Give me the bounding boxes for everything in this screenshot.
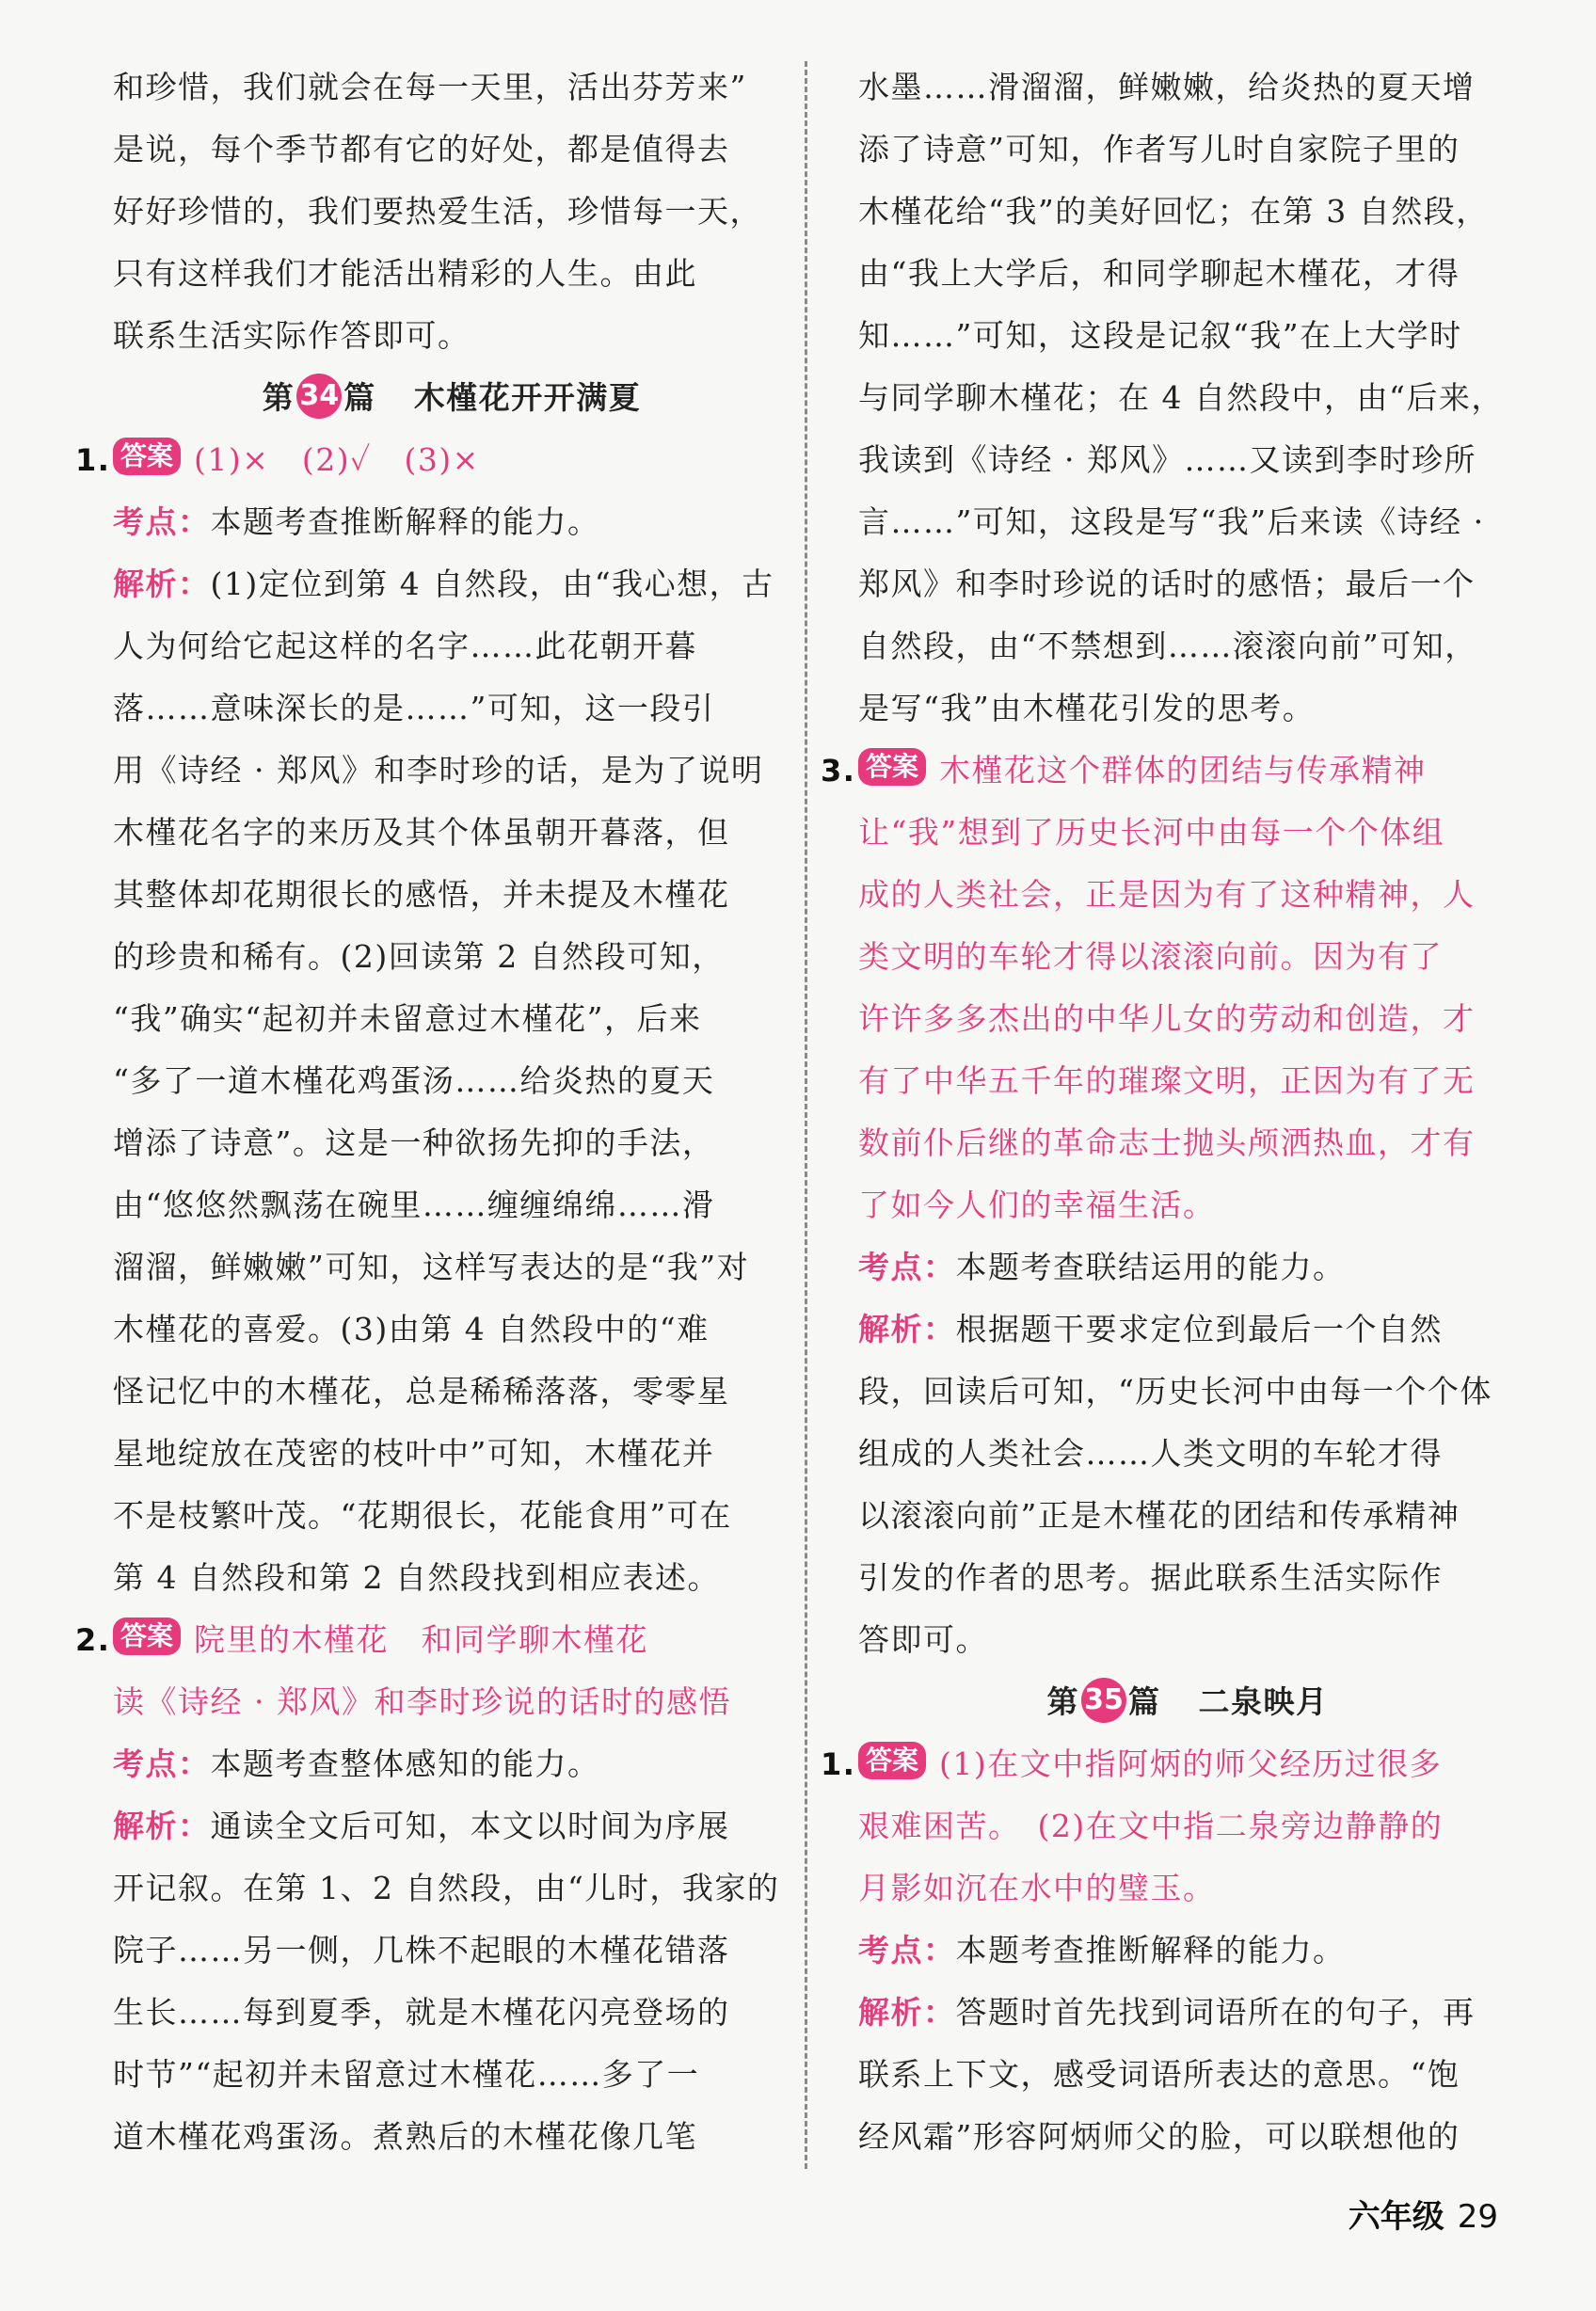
answer-text: 让“我”想到了历史长河中由每一个个体组 <box>858 814 1445 851</box>
jiexi-line <box>858 1982 1517 2044</box>
text-line: 我读到《诗经 · 郑风》……又读到李时珍所 <box>858 441 1476 478</box>
kaodian-label: 考点： <box>113 1745 211 1782</box>
jiexi-label: 解析： <box>858 1311 956 1347</box>
kaodian-text: 本题考查推断解释的能力。 <box>955 1932 1346 1968</box>
kaodian-label: 考点： <box>113 503 211 540</box>
answer-text: 读《诗经 · 郑风》和李时珍说的话时的感悟 <box>113 1683 731 1720</box>
jiexi-text: (1)定位到第 4 自然段，由“我心想，古 <box>210 566 774 602</box>
question-number: 3. <box>821 753 856 789</box>
text-line: 和珍惜，我们就会在每一天里，活出芬芳来” <box>113 69 747 105</box>
section-prefix: 第 <box>262 379 295 416</box>
answer-text: 许许多多杰出的中华儿女的劳动和创造，才 <box>858 1000 1476 1037</box>
jiexi-label: 解析： <box>858 1994 956 2031</box>
text-line: 生长……每到夏季，就是木槿花闪亮登场的 <box>113 1994 730 2031</box>
text-line: 星地绽放在茂密的枝叶中”可知，木槿花并 <box>113 1435 715 1472</box>
question-number: 1. <box>75 442 111 478</box>
jiexi-text: 答题时首先找到词语所在的句子，再 <box>955 1994 1476 2031</box>
answer-badge: 答案 <box>113 438 181 475</box>
kaodian-label: 考点： <box>858 1932 956 1968</box>
text-line: 增添了诗意”。这是一种欲扬先抑的手法， <box>113 1124 715 1161</box>
kaodian-text: 本题考查整体感知的能力。 <box>210 1745 600 1782</box>
answer-text: 数前仆后继的革命志士抛头颅洒热血，才有 <box>858 1124 1476 1161</box>
text-line: 段，回读后可知，“历史长河中由每一个个体 <box>858 1373 1492 1410</box>
text-line: 水墨……滑溜溜，鲜嫩嫩，给炎热的夏天增 <box>858 69 1476 105</box>
question-2 <box>75 1609 790 2168</box>
text-line: “多了一道木槿花鸡蛋汤……给炎热的夏天 <box>113 1062 715 1099</box>
jiexi-label: 解析： <box>113 1808 211 1844</box>
text-line: 道木槿花鸡蛋汤。煮熟后的木槿花像几笔 <box>113 2118 697 2155</box>
text-line: 其整体却花期很长的感悟，并未提及木槿花 <box>113 876 730 913</box>
kaodian-line <box>113 491 790 553</box>
text-line: 引发的作者的思考。据此联系生活实际作 <box>858 1559 1443 1596</box>
jiexi-label: 解析： <box>113 566 211 602</box>
answer-text: (1)× (2)✓ (3)× <box>194 441 480 478</box>
answer-badge: 答案 <box>113 1618 181 1655</box>
answer-text: 木槿花这个群体的团结与传承精神 <box>939 752 1427 789</box>
text-line: 与同学聊木槿花；在 4 自然段中，由“后来， <box>858 379 1504 416</box>
text-line: 联系上下文，感受词语所表达的意思。“饱 <box>858 2056 1460 2093</box>
text-line: 时节”“起初并未留意过木槿花……多了一 <box>113 2056 700 2093</box>
jiexi-text: 通读全文后可知，本文以时间为序展 <box>210 1808 730 1844</box>
left-column <box>75 56 790 2168</box>
text-line: 由“悠悠然飘荡在碗里……缠缠绵绵……滑 <box>113 1187 715 1223</box>
answer-line <box>821 1733 1517 1795</box>
text-line: 答即可。 <box>858 1621 988 1658</box>
page-number: 29 <box>1457 2198 1498 2236</box>
column-divider <box>805 61 807 2169</box>
text-line: 人为何给它起这样的名字……此花朝开暮 <box>113 628 697 664</box>
text-line: 联系生活实际作答即可。 <box>113 317 471 354</box>
jiexi-text: 根据题干要求定位到最后一个自然 <box>955 1311 1443 1347</box>
answer-text: 类文明的车轮才得以滚滚向前。因为有了 <box>858 938 1443 975</box>
question-35-1 <box>821 1733 1517 2168</box>
text-line: 以滚滚向前”正是木槿花的团结和传承精神 <box>858 1497 1460 1534</box>
kaodian-text: 本题考查联结运用的能力。 <box>955 1249 1346 1285</box>
jiexi-line <box>113 1795 790 1857</box>
text-line: “我”确实“起初并未留意过木槿花”，后来 <box>113 1000 702 1037</box>
text-line: 好好珍惜的，我们要热爱生活，珍惜每一天， <box>113 193 762 230</box>
grade-label: 六年级 <box>1348 2198 1444 2236</box>
text-line: 郑风》和李时珍说的话时的感悟；最后一个 <box>858 566 1476 602</box>
answer-text: 月影如沉在水中的璧玉。 <box>858 1870 1216 1906</box>
text-line: 是写“我”由木槿花引发的思考。 <box>858 690 1316 726</box>
text-line: 是说，每个季节都有它的好处，都是值得去 <box>113 131 730 167</box>
text-line: 的珍贵和稀有。(2)回读第 2 自然段可知， <box>113 938 725 975</box>
section-title-34 <box>113 367 790 429</box>
section-title-text: 二泉映月 <box>1198 1683 1329 1720</box>
answer-badge: 答案 <box>858 748 926 786</box>
text-line: 木槿花的喜爱。(3)由第 4 自然段中的“难 <box>113 1311 710 1347</box>
text-line: 只有这样我们才能活出精彩的人生。由此 <box>113 255 697 292</box>
section-title-text: 木槿花开开满夏 <box>413 379 642 416</box>
text-line: 组成的人类社会……人类文明的车轮才得 <box>858 1435 1443 1472</box>
answer-line <box>75 429 790 491</box>
text-line: 木槿花给“我”的美好回忆；在第 3 自然段， <box>858 193 1489 230</box>
text-line: 知……”可知，这段是记叙“我”在上大学时 <box>858 317 1462 354</box>
intro-paragraph <box>113 56 790 367</box>
kaodian-line <box>858 1236 1517 1299</box>
kaodian-text: 本题考查推断解释的能力。 <box>210 503 600 540</box>
answer-text: 成的人类社会，正是因为有了这种精神，人 <box>858 876 1476 913</box>
text-line: 添了诗意”可知，作者写儿时自家院子里的 <box>858 131 1460 167</box>
text-line: 木槿花名字的来历及其个体虽朝开暮落，但 <box>113 814 730 851</box>
answer-badge: 答案 <box>858 1742 926 1779</box>
jiexi-line <box>113 553 790 615</box>
section-number-badge: 34 <box>296 374 342 419</box>
section-title-35 <box>858 1671 1517 1733</box>
text-line: 溜溜，鲜嫩嫩”可知，这样写表达的是“我”对 <box>113 1249 750 1285</box>
continued-paragraph <box>858 56 1517 740</box>
text-line: 不是枝繁叶茂。“花期很长，花能食用”可在 <box>113 1497 732 1534</box>
answer-text: (1)在文中指阿炳的师父经历过很多 <box>939 1745 1443 1782</box>
right-column <box>821 56 1517 2168</box>
answer-line <box>75 1609 790 1671</box>
section-suffix: 篇 <box>343 379 376 416</box>
text-line: 用《诗经 · 郑风》和李时珍的话，是为了说明 <box>113 752 764 789</box>
answer-text: 有了中华五千年的璀璨文明，正因为有了无 <box>858 1062 1476 1099</box>
answer-text: 院里的木槿花 和同学聊木槿花 <box>194 1621 649 1658</box>
question-1 <box>75 429 790 1609</box>
jiexi-line <box>858 1299 1517 1361</box>
question-number: 1. <box>821 1746 856 1782</box>
text-line: 经风霜”形容阿炳师父的脸，可以联想他的 <box>858 2118 1460 2155</box>
text-line: 院子……另一侧，几株不起眼的木槿花错落 <box>113 1932 730 1968</box>
text-line: 第 4 自然段和第 2 自然段找到相应表述。 <box>113 1559 720 1596</box>
text-line: 落……意味深长的是……”可知，这一段引 <box>113 690 715 726</box>
text-line: 开记叙。在第 1、2 自然段，由“儿时，我家的 <box>113 1870 780 1906</box>
text-line: 言……”可知，这段是写“我”后来读《诗经 · <box>858 503 1485 540</box>
section-suffix: 篇 <box>1128 1683 1161 1720</box>
answer-text: 艰难困苦。 (2)在文中指二泉旁边静静的 <box>858 1808 1444 1844</box>
kaodian-label: 考点： <box>858 1249 956 1285</box>
text-line: 自然段，由“不禁想到……滚滚向前”可知， <box>858 628 1477 664</box>
question-number: 2. <box>75 1622 111 1658</box>
page-footer <box>1349 2191 1498 2237</box>
question-3 <box>821 740 1517 1671</box>
answer-line <box>821 740 1517 802</box>
section-prefix: 第 <box>1046 1683 1079 1720</box>
section-number-badge: 35 <box>1081 1678 1126 1723</box>
kaodian-line <box>113 1733 790 1795</box>
kaodian-line <box>858 1920 1517 1982</box>
text-line: 怪记忆中的木槿花，总是稀稀落落，零零星 <box>113 1373 730 1410</box>
text-line: 由“我上大学后，和同学聊起木槿花，才得 <box>858 255 1460 292</box>
answer-text: 了如今人们的幸福生活。 <box>858 1187 1216 1223</box>
